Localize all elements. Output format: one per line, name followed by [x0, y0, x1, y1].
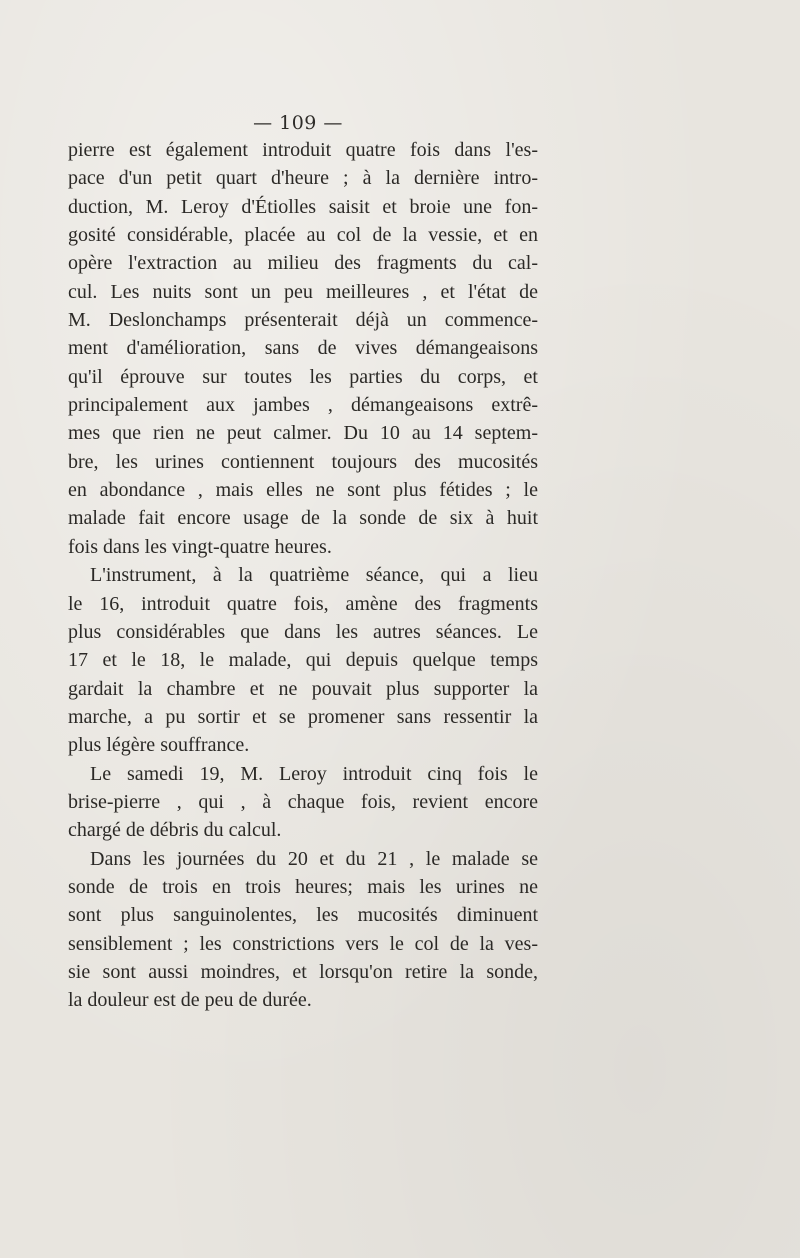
- text-line: pace d'un petit quart d'heure ; à la dernière intro-: [68, 167, 538, 190]
- text-line: ment d'amélioration, sans de vives démangeaisons: [68, 337, 538, 360]
- text-line: qu'il éprouve sur toutes les parties du corps, et: [68, 365, 538, 388]
- text-line: malade fait encore usage de la sonde de six à huit: [68, 507, 538, 530]
- text-line: brise-pierre , qui , à chaque fois, revient encore: [68, 790, 538, 813]
- body-text: [68, 136, 538, 1015]
- text-line: sensiblement ; les constrictions vers le col de la ves-: [68, 932, 538, 955]
- text-line: duction, M. Leroy d'Étiolles saisit et broie une fon-: [68, 195, 538, 218]
- text-line: sont plus sanguinolentes, les mucosités diminuent: [68, 904, 538, 927]
- text-line: la douleur est de peu de durée.: [68, 989, 312, 1012]
- text-line: gosité considérable, placée au col de la vessie, et en: [68, 224, 538, 247]
- text-line: sie sont aussi moindres, et lorsqu'on retire la sonde,: [68, 960, 538, 983]
- text-line: marche, a pu sortir et se promener sans ressentir la: [68, 705, 538, 728]
- text-line: pierre est également introduit quatre fois dans l'es-: [68, 139, 538, 161]
- text-line: principalement aux jambes , démangeaisons extrê-: [68, 394, 538, 417]
- text-line: cul. Les nuits sont un peu meilleures , et l'état de: [68, 280, 538, 303]
- text-line: le 16, introduit quatre fois, amène des fragments: [68, 592, 538, 615]
- text-line: fois dans les vingt-quatre heures.: [68, 535, 332, 558]
- text-line: Le samedi 19, M. Leroy introduit cinq fois le: [90, 762, 538, 785]
- text-line: gardait la chambre et ne pouvait plus supporter la: [68, 677, 538, 700]
- text-line: Dans les journées du 20 et du 21 , le malade se: [90, 847, 538, 870]
- text-line: en abondance , mais elles ne sont plus fétides ; le: [68, 479, 538, 502]
- text-line: 17 et le 18, le malade, qui depuis quelque temps: [68, 649, 538, 672]
- text-line: mes que rien ne peut calmer. Du 10 au 14 septem-: [68, 422, 538, 445]
- text-line: sonde de trois en trois heures; mais les urines ne: [68, 875, 538, 898]
- text-line: M. Deslonchamps présenterait déjà un commence-: [68, 309, 538, 332]
- text-line: opère l'extraction au milieu des fragments du cal-: [68, 252, 538, 275]
- text-line: bre, les urines contiennent toujours des mucosités: [68, 450, 538, 473]
- text-line: L'instrument, à la quatrième séance, qui a lieu: [90, 564, 538, 587]
- text-line: chargé de débris du calcul.: [68, 819, 282, 842]
- text-line: plus considérables que dans les autres séances. Le: [68, 620, 538, 643]
- page-number: — 109 —: [253, 112, 343, 134]
- text-line: plus légère souffrance.: [68, 734, 250, 757]
